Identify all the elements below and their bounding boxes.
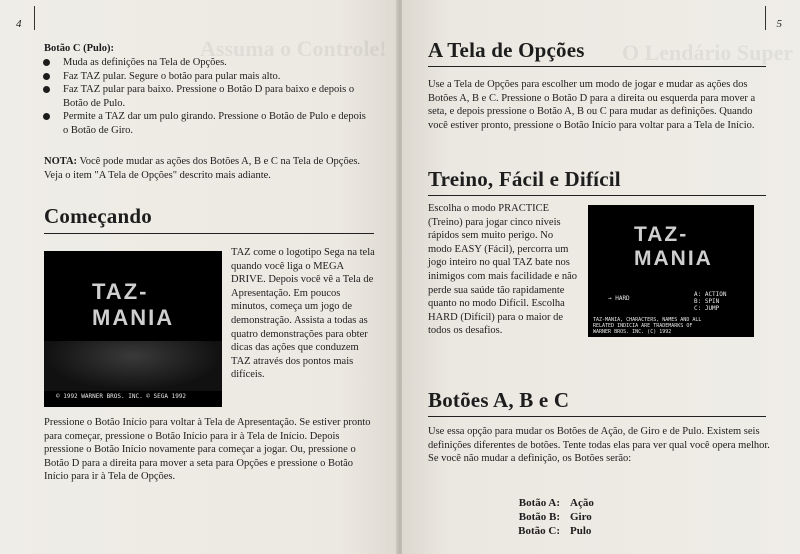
heading-comecando: Começando bbox=[44, 204, 152, 228]
screenshot-footer-line: RELATED INDICIA ARE TRADEMARKS OF bbox=[593, 323, 693, 329]
button-b-option: B: SPIN bbox=[694, 298, 720, 305]
button-value: Ação bbox=[570, 497, 594, 509]
section-title: Botão C (Pulo): bbox=[44, 43, 114, 54]
taz-mania-logo: TAZ-MANIA bbox=[634, 223, 713, 270]
page-number: 5 bbox=[776, 18, 782, 30]
options-paragraph: Use a Tela de Opções para escolher um modo de jogar e mudar as ações dos Botões A, B e C. Pressione o Botão D para a direita ou esquerda para mover a seta, e depois pressione o Botão A, B ou C para mudar as definições. Quando você estiver pronto, pressione o Botão Início para voltar para a Tela de Início. bbox=[428, 79, 756, 131]
button-key: Botão A: bbox=[518, 497, 560, 509]
list-item: Permite a TAZ dar um pulo girando. Pressione o Botão de Pulo e depois o Botão de Giro. bbox=[40, 110, 370, 137]
difficulty-paragraph: Escolha o modo PRACTICE (Treino) para jogar cinco níveis rápidos sem muito perigo. No modo EASY (Fácil), percorra um jogo inteiro no qual TAZ bate nos inimigos com mais facilidade e não perde sua saúde tão rapidamente quanto no modo Difícil. Escolha HARD (Difícil) para o maior de todos os desafios. bbox=[428, 203, 577, 337]
heading-botoes: Botões A, B e C bbox=[428, 388, 570, 412]
button-c-option: C: JUMP bbox=[694, 305, 720, 312]
heading-tela-opcoes: A Tela de Opções bbox=[428, 38, 585, 62]
button-table bbox=[504, 496, 594, 538]
taz-mania-logo: TAZ-MANIA bbox=[92, 279, 175, 330]
game-screenshot-options bbox=[588, 205, 754, 337]
rock-shape bbox=[44, 341, 222, 391]
ghost-heading: O Lendário Super bbox=[622, 40, 794, 65]
table-row bbox=[504, 496, 594, 510]
bottom-paragraph: Pressione o Botão Início para voltar à Tela de Apresentação. Se estiver pronto para começar, pressione o Botão Início para ir à Tela de Início. Depois pressione o Botão Início novamente para começar a jogar. Ou, pressione o Botão D para a direita para mover a seta para Opções e pressione o Botão Início para ir à Tela de Opções. bbox=[44, 417, 371, 483]
note-label: NOTA: bbox=[44, 156, 78, 167]
bullet-list bbox=[40, 56, 370, 138]
left-page bbox=[0, 0, 398, 554]
page-number-rule bbox=[765, 6, 766, 30]
heading-underline bbox=[44, 233, 374, 234]
screenshot-footer-line: WARNER BROS. INC. (C) 1992 bbox=[593, 329, 672, 335]
heading-treino: Treino, Fácil e Difícil bbox=[428, 167, 621, 191]
start-paragraph: TAZ come o logotipo Sega na tela quando você liga o MEGA DRIVE. Depois você vê a Tela de Apresentação. Em poucos minutos, começa um jogo de demonstração. Assista a todas as quatro demonstrações para obter dicas das ações que conduzem TAZ através dos pontos mais difíceis. bbox=[231, 247, 375, 381]
right-page bbox=[402, 0, 800, 554]
page-number-rule bbox=[34, 6, 35, 30]
heading-underline bbox=[428, 416, 766, 417]
button-value: Pulo bbox=[570, 525, 592, 537]
button-key: Botão C: bbox=[518, 525, 560, 537]
heading-underline bbox=[428, 66, 766, 67]
table-row bbox=[504, 524, 594, 538]
button-a-option: A: ACTION bbox=[694, 291, 727, 298]
table-row bbox=[504, 510, 594, 524]
button-value: Giro bbox=[570, 511, 592, 523]
page-number: 4 bbox=[16, 18, 22, 30]
button-key: Botão B: bbox=[518, 511, 560, 523]
heading-underline bbox=[428, 195, 766, 196]
screenshot-footer-text: © 1992 WARNER BROS. INC. © SEGA 1992 bbox=[56, 393, 187, 400]
note-paragraph bbox=[44, 155, 374, 182]
list-item: Muda as definições na Tela de Opções. bbox=[40, 56, 370, 70]
screenshot-footer-line: TAZ-MANIA, CHARACTERS, NAMES AND ALL bbox=[593, 317, 702, 323]
difficulty-option: → HARD bbox=[608, 295, 630, 302]
ghost-heading: Assuma o Controle! bbox=[200, 36, 387, 61]
game-screenshot-start bbox=[44, 251, 222, 407]
list-item: Faz TAZ pular para baixo. Pressione o Botão D para baixo e depois o Botão de Pulo. bbox=[40, 83, 370, 110]
note-text: Você pode mudar as ações dos Botões A, B e C na Tela de Opções. Veja o item "A Tela de Opções" descrito mais adiante. bbox=[44, 156, 361, 181]
buttons-paragraph: Use essa opção para mudar os Botões de Ação, de Giro e de Pulo. Existem seis definições diferentes de botões. Tente todas elas para ver qual você opera melhor. Se você não mudar a definição, os Botões serão: bbox=[428, 426, 770, 465]
list-item: Faz TAZ pular. Segure o botão para pular mais alto. bbox=[40, 70, 370, 84]
